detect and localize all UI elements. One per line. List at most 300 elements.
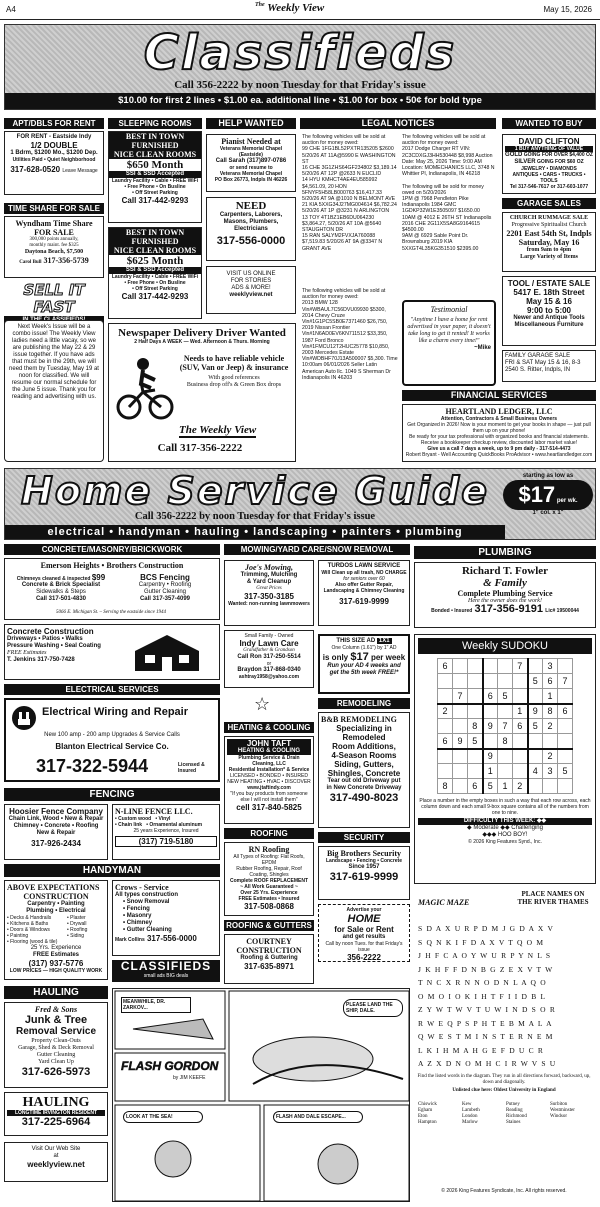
nline-phone: (317) 719-5180 (115, 836, 217, 847)
above-free: FREE Estimates (32, 952, 80, 958)
bb-l5: Siding, Gutters, (334, 760, 394, 769)
security-l1: Landscape • Fencing • Concrete (325, 858, 403, 864)
plumbing-l3: Here the owner does the work! (468, 598, 542, 604)
maze-word: Reading (506, 1108, 523, 1113)
crows-items (115, 899, 217, 934)
apt-l4: Utilities Paid • Quiet Neighborhood (12, 157, 96, 163)
sudoku-cell: 2 (438, 704, 453, 719)
comic-bubble-1: MEANWHILE, DR. ZARKOV... (121, 997, 191, 1013)
sudoku-cell: 6 (513, 719, 528, 734)
visit-site-url[interactable]: weeklyview.net (27, 1160, 85, 1169)
sudoku-cell[interactable] (513, 689, 528, 704)
need-ad (206, 197, 296, 261)
sudoku-cell[interactable] (468, 689, 483, 704)
need-l2: Masons, Plumbers, (223, 219, 279, 225)
sleeping2-price: $625 Month (126, 255, 184, 267)
above-item: • Doors & Windows (7, 927, 50, 933)
maze-grid (418, 922, 556, 1071)
sudoku-cell[interactable] (468, 749, 483, 764)
pianist-l5: PO Box 26773, Indpls IN 46226 (214, 177, 288, 183)
sudoku-cell[interactable] (528, 659, 543, 674)
sudoku-copyright: © 2026 King Features Synd., Inc. (468, 839, 542, 845)
sudoku-cell[interactable] (453, 764, 468, 779)
plumbing-name: Richard T. Fowler (461, 565, 549, 577)
emerson-ad (4, 558, 220, 620)
sudoku-cell[interactable] (483, 674, 498, 689)
rn-l3: Complete ROOF REPLACEMENT (229, 878, 309, 884)
financial-ad (402, 404, 596, 462)
need-l1: Carpenters, Laborers, (219, 212, 283, 218)
legal-heading: LEGAL NOTICES (300, 118, 496, 129)
concrete-heading: CONCRETE/MASONRY/BRICKWORK (4, 544, 220, 555)
sudoku-cell: 4 (528, 764, 543, 779)
bb-l1: Specializing in (336, 724, 392, 733)
rn-phone: 317-508-0868 (244, 902, 294, 911)
sudoku-cell[interactable] (498, 674, 513, 689)
wanted-silver: SILVER GOING FOR $60 OZ (514, 159, 584, 165)
indy-lawn-ad (224, 630, 314, 688)
fred-t2: Junk & Tree (24, 1014, 88, 1026)
courtney-ad (224, 934, 314, 984)
church-title: CHURCH RUMMAGE SALE (509, 215, 589, 221)
maze-row: O M O I O K I H T F I I D B L (418, 991, 547, 1001)
security-ad (318, 846, 410, 900)
sudoku-cell[interactable] (513, 674, 528, 689)
rn-l6: FREE Estimates • Insured (238, 896, 300, 902)
advertise-phone: 356-2222 (347, 953, 381, 962)
sudoku-cell[interactable] (468, 674, 483, 689)
newspaper-l1: Needs to have reliable vehicle (SUV, Van or Jeep) & insurance (179, 354, 289, 372)
thisad-l6: get the 5th week FREE!* (329, 670, 399, 676)
visit-l2: FOR STORIES (230, 278, 272, 284)
heating-heading: HEATING & COOLING (224, 722, 314, 733)
sleeping1-f2: • Free Phone • On Busline (124, 184, 186, 190)
sudoku-cell: 5 (468, 734, 483, 749)
sudoku-cell[interactable] (498, 659, 513, 674)
indy-l1: Small Family - Owned (244, 633, 294, 639)
hoosier-l1: Chain Link, Wood • New & Repair (8, 816, 104, 822)
newspaper-sub: 2 Half Days A WEEK — Wed. Afternoon & Thurs. Morning (134, 339, 270, 345)
sudoku-cell[interactable] (543, 734, 558, 749)
promo-title: CLASSIFIEDS (120, 959, 212, 973)
visit-url[interactable]: weeklyview.net (229, 292, 273, 298)
fred-l1: Property Clean-Outs (31, 1038, 81, 1044)
electrical-title: Electrical Wiring and Repair (42, 706, 188, 718)
above-t1: ABOVE EXPECTATIONS (7, 883, 100, 892)
heating-ad (224, 736, 314, 824)
turdos-l2: for seniors over 60 (343, 576, 385, 582)
sleeping1-phone: Call 317-442-9293 (121, 196, 189, 205)
legal-col2: The following vehicles will be sold at auction for money owed: 2017 Dodge Charger RT VIN: 2C3CDXGJ3HH530448 $8,998 Auction Date: May 25, 2026 Time: 9:00 AM Location: MOMECHANICS LLC, 3748 N Whittier Pl, Indianapolis, IN 46218 The following will be sold for money owed on 5/20/2026 1PM @ 7968 Pendleton Pike Indianapolis 1984 GMC 1GDKP32W1E3505097 $1650.00 10AM @ 4012 E 26TH ST Indianapolis 2016 CHE 2G11X5SA8G9164615 $4500.00 9AM @ 6929 Sable Point Dr. Brownsburg 2019 KIA 5XXGT4L35KG351510 $2395.00 (402, 134, 495, 252)
sudoku-cell[interactable] (438, 749, 453, 764)
visit-online-ad (206, 266, 296, 314)
maze-word: Lambeth (462, 1108, 480, 1113)
maze-row: S D A X U R P D M J G D A X V (418, 924, 555, 933)
fencing-heading: FENCING (4, 788, 220, 801)
sudoku-cell[interactable] (513, 764, 528, 779)
courtney-t1: COURTNEY (246, 937, 292, 946)
courtney-t2: CONSTRUCTION (236, 946, 302, 955)
visit-l1: VISIT US ONLINE (226, 271, 276, 277)
handyman-heading: HANDYMAN (4, 864, 220, 877)
maze-word: Kew (462, 1102, 472, 1107)
sudoku-cell: 9 (528, 704, 543, 719)
sudoku-cell[interactable] (558, 734, 573, 749)
joes-phone: 317-350-3185 (244, 592, 294, 601)
timeshare-l2: FOR SALE (34, 228, 74, 237)
comic-by: by JIM KEEFE (173, 1075, 206, 1081)
maze-word: Egham (418, 1108, 433, 1113)
electrical-phone: 317-322-5944 (36, 756, 149, 776)
above-item: • Drywall (67, 921, 87, 927)
hauling2-title: HAULING (22, 1095, 90, 1110)
sudoku-cell: 8 (498, 734, 513, 749)
sleeping-ad-2 (108, 227, 202, 319)
wanted-ad (502, 134, 596, 194)
timeshare-l5: Daytona Beach, $7,500 (24, 249, 84, 255)
heating-url[interactable]: www.jtaftindy.com (247, 785, 291, 791)
comic-bubble-2: PLEASE LAND THE SHIP, DALE. (343, 999, 403, 1017)
sleeping2-l3: NICE CLEAN ROOMS (109, 246, 201, 255)
pianist-l4: Veterans Memorial Chapel (219, 171, 283, 177)
joes-ad (224, 560, 314, 626)
pianist-l3: or send resume to (229, 165, 273, 171)
timeshare-ad (4, 216, 104, 278)
thisad-l1: THIS SIZE AD 1X1 (336, 638, 390, 644)
pianist-ad (206, 134, 296, 192)
wanted-phone: Tel 317-546-7617 or 317-603-1077 (509, 184, 589, 190)
turdos-title: TURDOS LAWN SERVICE (327, 563, 401, 569)
emerson-ph2: Call 317-357-4099 (139, 596, 191, 602)
rn-roofing-ad (224, 842, 314, 916)
sudoku-cell[interactable] (438, 689, 453, 704)
sudoku-cell[interactable] (558, 689, 573, 704)
sleeping1-price: $650 Month (126, 159, 184, 171)
courtney-phone: 317-635-8971 (244, 962, 294, 971)
nline-title: N-LINE FENCE LLC. (115, 807, 193, 816)
sleeping2-f1: Laundry Facility • Cable • FREE WiFi (111, 274, 199, 280)
classifieds-title: Classifieds (143, 25, 457, 81)
testimonial-author: ~Mike (474, 345, 491, 351)
hauling-heading: HAULING (4, 986, 108, 999)
garage-heading: GARAGE SALES (502, 198, 596, 209)
above-item: • Flooring (wood & tile) (7, 939, 58, 945)
wanted-l4: JEWELRY • DIAMONDS (521, 166, 577, 172)
fred-phone: 317-626-5973 (21, 1066, 91, 1078)
family-l2: 2540 S. Ritter, Indpls, IN (505, 367, 571, 373)
star-icon: ☆ (254, 694, 271, 714)
emerson-ph1: Call 317-501-4830 (35, 596, 87, 602)
emerson-l2: BCS Fencing (140, 573, 190, 582)
issue-date: May 15, 2026 (543, 5, 592, 14)
sudoku-cell[interactable] (468, 764, 483, 779)
maze-panel (414, 888, 596, 1203)
maze-word: Chiswick (418, 1102, 437, 1107)
sudoku-cell[interactable] (513, 734, 528, 749)
tool-l3: 9:00 to 5:00 (526, 306, 572, 315)
sudoku-cell: 6 (558, 704, 573, 719)
sudoku-cell: 1 (498, 779, 513, 794)
thisad-l2: One Column (1.61") by 1" AD (331, 645, 397, 651)
sleeping2-phone: Call 317-442-9293 (121, 292, 189, 301)
sudoku-cell[interactable] (438, 674, 453, 689)
security-l2: Since 1957 (348, 864, 380, 870)
sleeping2-l1: BEST IN TOWN (109, 228, 201, 237)
sudoku-cell: 6 (483, 689, 498, 704)
hsg-banner (4, 468, 596, 540)
above-l1: Carpentry • Painting (27, 901, 85, 907)
church-l5: Large Variety of Items (520, 254, 578, 260)
sudoku-difficulty: DIFFICULTY THIS WEEK: ◆◆ (418, 818, 592, 825)
maze-row: S Q N K I F D A X V T Q O M (418, 937, 551, 947)
financial-l2: Get Organized in 2026! Now is your moment to get your books in shape — just pull them up on your phone! (407, 422, 591, 434)
sudoku-cell[interactable] (528, 749, 543, 764)
sudoku-cell[interactable] (558, 779, 573, 794)
pianist-title: Pianist Needed at (221, 137, 281, 146)
heating-phone: cell 317-840-5825 (236, 803, 302, 812)
concrete-con-l2: Pressure Washing • Seal Coating (7, 643, 101, 649)
financial-l3: Be ready for your tax professional with organized books and financial statements. (409, 434, 589, 440)
sudoku-legend1: ◆ Moderate ◆◆ Challenging (467, 825, 543, 831)
turdos-ad (318, 560, 410, 626)
emerson-l4: Carpentry • Roofing (138, 582, 192, 588)
emerson-l3: Concrete & Brick Specialist (21, 582, 101, 588)
maze-word: Putney (506, 1102, 520, 1107)
maze-word: Hampton (418, 1120, 437, 1125)
above-l2: Plumbing • Electrical (26, 908, 86, 914)
page-header (0, 0, 600, 20)
sudoku-cell: 2 (513, 779, 528, 794)
roofing-heading: ROOFING (224, 828, 314, 839)
sudoku-cell[interactable] (453, 659, 468, 674)
plumbing-phone-row: Bonded • Insured 317-356-9191 Lic# 19500044 (431, 603, 579, 615)
sudoku-cell: 8 (543, 704, 558, 719)
sudoku-cell[interactable] (453, 749, 468, 764)
nline-ad (112, 804, 220, 860)
emerson-l7: 5066 E. Michigan St. – Serving the eastside since 1944 (55, 610, 167, 615)
hoosier-l2: Chimney • Concrete • Roofing (13, 823, 99, 829)
maze-row: Z Y W T W V T U W I N D S O R (418, 1005, 557, 1014)
concrete-con-title: Concrete Construction (7, 627, 94, 636)
maze-row: R W E Q P S P H T E B M A L A (418, 1018, 553, 1028)
heating-title: JOHN TAFT (227, 739, 311, 748)
sudoku-cell: 5 (498, 689, 513, 704)
sudoku-legend2: ◆◆◆ HOO BOY! (482, 832, 528, 838)
house-icon (127, 631, 207, 675)
rn-l2: Rubber Roofing, Repair, Roof Coating, Shingles (236, 866, 302, 878)
need-phone: 317-556-0000 (216, 235, 286, 247)
above-item: • Siding (67, 933, 85, 939)
financial-heading: FINANCIAL SERVICES (402, 390, 596, 401)
apt-ad (4, 131, 104, 195)
turdos-l1: Will Clean up all trash, NO CHARGE (321, 570, 407, 576)
hsg-starting: starting as low as (522, 473, 574, 479)
fred-t1: Fred & Sons (34, 1005, 78, 1014)
plumbing-ad (414, 562, 596, 628)
wanted-l5: ANTIQUES • CARS • TRUCKS • TOOLS (512, 172, 586, 184)
concrete-con-l3: FREE Estimates (7, 650, 47, 656)
page-number: A4 (6, 5, 16, 14)
sleeping1-ssi: SSI & SSD Accepted (109, 171, 201, 178)
maze-row: J H F C A O Y W U R P Y N L S (418, 951, 552, 960)
bb-l7: Tear out old Driveway put (327, 778, 401, 784)
visit-l3: ADS & MORE! (231, 285, 271, 291)
above-items (7, 915, 105, 945)
above-phone: (317) 937-5776 (28, 959, 84, 968)
newspaper-l2: With good references (208, 375, 260, 381)
sudoku-cell: 1 (513, 704, 528, 719)
sudoku-cell[interactable] (483, 704, 498, 719)
maze-word: Westminster (550, 1108, 575, 1113)
sudoku-cell: 3 (543, 659, 558, 674)
courtney-l1: Roofing & Guttering (240, 955, 298, 961)
sudoku-cell[interactable] (483, 734, 498, 749)
sudoku-cell[interactable] (558, 659, 573, 674)
classifieds-promo (112, 960, 220, 982)
hauling2-l1: LONGTIME IRVINGTON RESIDENT (7, 1110, 105, 1116)
sudoku-cell: 7 (558, 674, 573, 689)
advertise-l3: for Sale or Rent (334, 925, 394, 934)
maze-word: Staines (506, 1120, 521, 1125)
sudoku-cell: 9 (483, 749, 498, 764)
bicycle-kid-icon (115, 352, 175, 422)
sudoku-cell[interactable] (528, 734, 543, 749)
tool-l4: Newer and Antique Tools (513, 315, 585, 321)
masthead: $^{The}$ Weekly View (255, 2, 325, 14)
maze-copyright: © 2026 King Features Syndicate, Inc. All rights reserved. (441, 1188, 567, 1194)
indy-ph1: Call Ron 317-250-5514 (237, 654, 301, 660)
testimonial-ad (402, 300, 496, 386)
sudoku-cell: 5 (558, 764, 573, 779)
rn-title: RN Roofing (248, 845, 290, 854)
sellit-title: SELL IT FAST (23, 281, 85, 316)
sudoku-cell[interactable] (528, 779, 543, 794)
sudoku-cell[interactable] (468, 659, 483, 674)
plumbing-heading: PLUMBING (414, 546, 596, 559)
indy-l2: Grandfather & Grandson (243, 648, 295, 653)
sudoku-instructions: Place a number in the empty boxes in such a way that each row across, each column down and each small 9-box square contains all of the numbers from one to nine. (419, 798, 591, 816)
sellit-ad (4, 281, 104, 316)
newspaper-phone: Call 317-356-2222 (157, 442, 243, 454)
fred-l2: Garage, Shed & Deck Removal (18, 1045, 94, 1051)
advertise-l2: HOME (347, 913, 381, 925)
electrical-lic: Licensed & Insured (178, 762, 205, 774)
crows-item: • Snow Removal (123, 899, 170, 905)
thisad-price: is only $17 per week (322, 651, 406, 663)
sudoku-cell: 5 (483, 779, 498, 794)
sleeping1-f1: Laundry Facility • Cable • FREE WiFi (111, 178, 199, 184)
visit-site-ad (4, 1142, 108, 1182)
mowing-heading: MOWING/YARD CARE/SNOW REMOVAL (224, 544, 410, 555)
sudoku-cell[interactable] (453, 779, 468, 794)
hoosier-title: Hoosier Fence Company (9, 807, 103, 816)
maze-word: London (462, 1114, 478, 1119)
sudoku-cell[interactable] (453, 674, 468, 689)
comic-strip (112, 988, 410, 1202)
timeshare-l3: 300,000 points annually, (29, 237, 79, 242)
hauling2-phone: 317-225-6964 (21, 1116, 91, 1128)
maze-words (418, 1102, 594, 1126)
heating-l3: LICENSED • BONDED • INSURED (230, 773, 308, 779)
sudoku-cell[interactable] (543, 779, 558, 794)
maze-row: Q W E S T M I N S T E R N E M (418, 1032, 554, 1041)
newspaper-title: Newspaper Delivery Driver Wanted (118, 327, 286, 339)
sudoku-cell[interactable] (468, 704, 483, 719)
sudoku-cell[interactable] (498, 749, 513, 764)
hsg-price-box: $17 per wk. (503, 480, 593, 510)
heating-l2: Residential Installation* & Service (228, 767, 310, 773)
above-item: • Roofing (67, 927, 88, 933)
joes-l2: & Yard Cleanup (246, 579, 292, 585)
joes-l4: Wanted: non-running lawnmowers (228, 601, 310, 607)
sleeping1-f3: • Off Street Parking (132, 190, 178, 196)
sudoku-cell[interactable] (438, 764, 453, 779)
comic-title: FLASH GORDON (121, 1059, 219, 1073)
crows-item: • Masonry (123, 913, 152, 919)
plumbing-l2: Complete Plumbing Service (457, 589, 553, 598)
tool-l1: 5417 E. 18th Street (513, 288, 585, 297)
joes-l1: Trimming, Mulching (240, 572, 298, 578)
comic-bubble-3: LOOK AT THE SEA! (123, 1111, 203, 1123)
sleeping-ad-1 (108, 131, 202, 223)
tool-l2: May 15 & 16 (526, 297, 572, 306)
crows-item: • Fencing (123, 906, 150, 912)
comic-bubble-4: FLASH AND DALE ESCAPE... (273, 1111, 363, 1123)
above-item: • Kitchens & Baths (7, 921, 49, 927)
sudoku-cell[interactable] (528, 689, 543, 704)
rn-l4: ~ All Work Guaranteed ~ (240, 884, 298, 890)
maze-word (550, 1120, 594, 1126)
combo-notice-text: Next Week's Issue will be a combo issue! The Weekly View ladies need a little vacay, so we are publishing the May 22 & 29 issue together. If you have ads that must be in the 29th, we will need them by Tuesday, May 19 at noon for classified. We will resume our normal schedule for the June 5 issue. Thank you for reading and advertising with us. (9, 324, 99, 400)
sudoku-cell[interactable] (558, 749, 573, 764)
apt-phone: 317-628-0520 Leave Message (10, 165, 98, 174)
bb-l8: in New Concrete Driveway (326, 785, 402, 791)
sudoku-cell[interactable] (438, 719, 453, 734)
thisad-l5: Run your AD 4 weeks and (327, 663, 401, 669)
apt-l3: 1 Bdrm, $1200 Mo., $1200 Dep. (10, 150, 98, 156)
financial-l1: Attention, Contractors & Small Business Owners (440, 416, 558, 422)
above-t2: CONSTRUCTION (23, 892, 89, 901)
sudoku-cell[interactable] (453, 704, 468, 719)
sudoku-cell: 5 (528, 674, 543, 689)
classifieds-call: Call 356-2222 by noon Tuesday for that Friday's issue (174, 79, 426, 91)
security-title: Big Brothers Security (326, 849, 402, 858)
emerson-title: Emerson Heights • Brothers Construction (40, 561, 184, 570)
sudoku-cell[interactable] (498, 764, 513, 779)
sudoku-cell[interactable] (558, 719, 573, 734)
timeshare-l1: Wyndham Time Share (15, 219, 93, 228)
sudoku-cell: 5 (528, 719, 543, 734)
timeshare-heading: TIME SHARE FOR SALE (4, 203, 104, 214)
newspaper-logo: The Weekly View (179, 424, 257, 436)
emerson-chimney: Chimneys cleaned & inspected $99 (16, 573, 106, 582)
fred-ad (4, 1002, 108, 1088)
concrete-con-l1: Driveways • Patios • Walks (7, 636, 83, 642)
sudoku-cell: 6 (543, 674, 558, 689)
sudoku-cell[interactable] (498, 704, 513, 719)
sudoku-cell[interactable] (513, 749, 528, 764)
financial-l5: Give us a call 7 days a week, up to 9 pm daily - 317-514-4473 (427, 446, 571, 452)
nline-row1: • Custom wood • Vinyl (115, 816, 171, 822)
sudoku-cell[interactable] (453, 719, 468, 734)
sudoku-cell[interactable] (483, 659, 498, 674)
sudoku-cell: 6 (468, 779, 483, 794)
sudoku-cell: 8 (468, 719, 483, 734)
hsg-cats: electrical • handyman • hauling • landscaping • painters • plumbing (5, 525, 505, 539)
fred-l4: Yard Clean Up (38, 1059, 74, 1065)
church-l2: 2201 East 54th St, Indpls (506, 229, 592, 238)
hsg-title: Home Service Guide (21, 469, 489, 513)
